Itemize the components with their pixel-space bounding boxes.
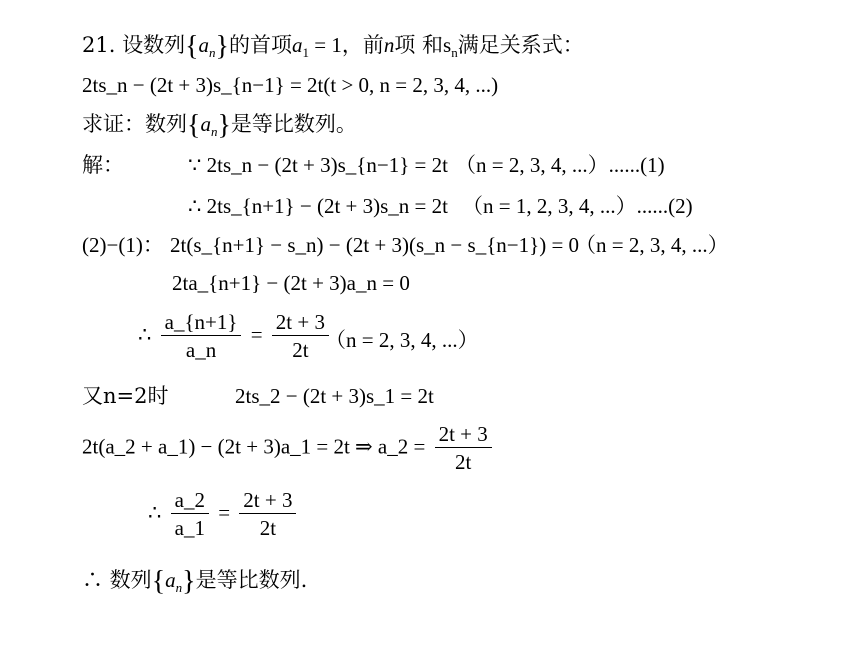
sequence-subscript: n <box>209 45 216 61</box>
a2-numerator: 2t + 3 <box>438 422 488 446</box>
ratio-check-equation <box>148 490 300 539</box>
equals-sign: = <box>250 322 263 347</box>
sequence-subscript: n <box>210 124 218 140</box>
sum-subscript: n <box>451 45 458 61</box>
a2-equation <box>82 424 496 473</box>
ratio-condition: （n = 2, 3, 4, ...） <box>325 328 479 352</box>
equation-2-condition: （n = 1, 2, 3, 4, ...）......(2) <box>462 194 693 218</box>
prove-prefix: 求证：数列 <box>82 112 187 136</box>
n-symbol: n <box>383 33 395 57</box>
a2-fraction <box>435 424 492 473</box>
therefore-symbol: ∴ <box>138 322 152 347</box>
equation-3: 2t(s_{n+1} − s_n) − (2t + 3)(s_n − s_{n−1}) = 0 <box>170 233 580 257</box>
ratio-rhs-numerator: 2t + 3 <box>275 310 325 334</box>
problem-statement <box>82 33 584 61</box>
right-brace: } <box>182 566 196 597</box>
ratio-check-rhs-numerator: 2t + 3 <box>243 488 293 512</box>
conclusion <box>82 568 307 596</box>
n2-label: 又n=2时 <box>82 384 169 408</box>
ratio-check-rhs-denominator: 2t <box>239 513 296 539</box>
ratio-check-lhs-numerator: a_2 <box>174 488 205 512</box>
equation-1: ∵ 2ts_n − (2t + 3)s_{n−1} = 2t <box>188 153 448 177</box>
left-brace: { <box>185 31 199 62</box>
sequence-symbol: a <box>198 33 210 57</box>
ratio-equation <box>138 312 333 361</box>
problem-text-d: 项 和 <box>394 33 444 57</box>
problem-number: 21. <box>82 33 116 57</box>
problem-text-a: 设数列 <box>122 33 186 57</box>
conclusion-prefix: ∴ 数列 <box>82 568 152 592</box>
right-brace: } <box>217 110 231 141</box>
equation-2: ∴ 2ts_{n+1} − (2t + 3)s_n = 2t <box>188 194 448 218</box>
conclusion-suffix: 是等比数列. <box>195 568 308 592</box>
problem-text-c: 前 <box>362 33 384 57</box>
ratio-check-lhs-fraction <box>171 490 209 539</box>
a2-denominator: 2t <box>435 447 492 473</box>
sequence-symbol: a <box>200 112 211 136</box>
prove-statement <box>82 112 357 140</box>
first-term-symbol: a <box>292 33 303 57</box>
equals-sign: = <box>218 500 231 525</box>
ratio-rhs-fraction <box>272 312 329 361</box>
equation-3-condition: （n = 2, 3, 4, ...） <box>575 233 729 257</box>
ratio-lhs-numerator: a_{n+1} <box>164 310 238 334</box>
equation-4: 2ta_{n+1} − (2t + 3)a_n = 0 <box>172 271 410 295</box>
ratio-check-lhs-denominator: a_1 <box>171 513 209 539</box>
n2-equation: 2ts_2 − (2t + 3)s_1 = 2t <box>235 384 434 408</box>
ratio-lhs-denominator: a_n <box>161 335 242 361</box>
prove-suffix: 是等比数列。 <box>230 112 357 136</box>
left-brace: { <box>151 566 166 597</box>
problem-text-e: 满足关系式： <box>457 33 584 57</box>
left-brace: { <box>187 110 201 141</box>
first-term-value: = 1， <box>309 33 363 57</box>
ratio-lhs-fraction <box>161 312 242 361</box>
equation-3-label: (2)−(1)： <box>82 233 164 257</box>
ratio-check-rhs-fraction <box>239 490 296 539</box>
a2-equation-lhs: 2t(a_2 + a_1) − (2t + 3)a_1 = 2t ⇒ a_2 = <box>82 434 426 459</box>
equation-1-condition: （n = 2, 3, 4, ...）......(1) <box>455 153 665 177</box>
solution-label: 解： <box>82 153 124 177</box>
first-term-subscript: 1 <box>302 45 309 61</box>
sequence-symbol: a <box>165 568 176 592</box>
sequence-subscript: n <box>175 580 183 596</box>
ratio-rhs-denominator: 2t <box>272 335 329 361</box>
right-brace: } <box>215 31 229 62</box>
therefore-symbol: ∴ <box>148 500 162 525</box>
sum-symbol: s <box>443 33 452 57</box>
condition-equation: 2ts_n − (2t + 3)s_{n−1} = 2t(t > 0, n = 2, 3, 4, ...) <box>82 73 499 97</box>
problem-text-b: 的首项 <box>229 33 292 57</box>
